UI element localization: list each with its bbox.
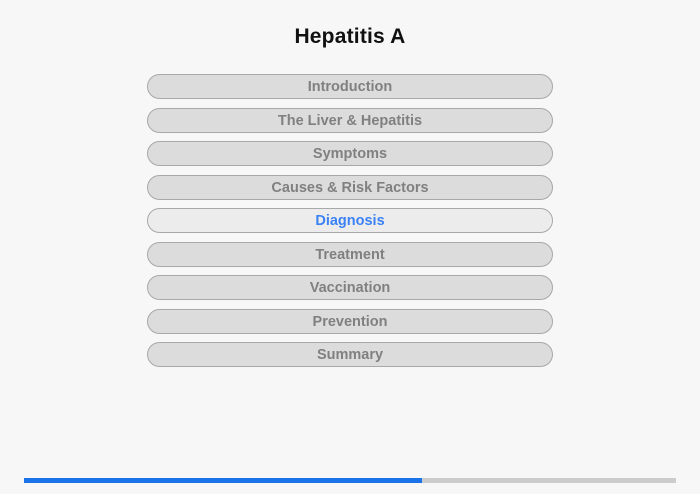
nav-item-label: Diagnosis — [315, 213, 385, 230]
nav-item-label: Prevention — [312, 313, 388, 330]
nav-item-label: Vaccination — [309, 280, 391, 297]
progress-bar-fill — [24, 478, 422, 483]
nav-item-treatment[interactable] — [147, 242, 553, 267]
progress-bar-track — [24, 478, 676, 483]
nav-item-label: Summary — [316, 347, 384, 364]
nav-item-symptoms[interactable] — [147, 141, 553, 166]
nav-item-causes-risk-factors[interactable] — [147, 175, 553, 200]
nav-item-the-liver-hepatitis[interactable] — [147, 108, 553, 133]
nav-item-label: Introduction — [307, 79, 393, 96]
nav-item-label: Symptoms — [312, 146, 388, 163]
nav-item-prevention[interactable] — [147, 309, 553, 334]
page-title: Hepatitis A — [294, 25, 406, 49]
nav-item-summary[interactable] — [147, 342, 553, 367]
nav-item-label: Treatment — [315, 246, 385, 263]
section-nav-list — [0, 74, 700, 367]
nav-item-diagnosis[interactable] — [147, 208, 553, 233]
nav-item-introduction[interactable] — [147, 74, 553, 99]
nav-item-label: Causes & Risk Factors — [271, 179, 429, 196]
nav-item-label: The Liver & Hepatitis — [277, 112, 423, 129]
nav-item-vaccination[interactable] — [147, 275, 553, 300]
